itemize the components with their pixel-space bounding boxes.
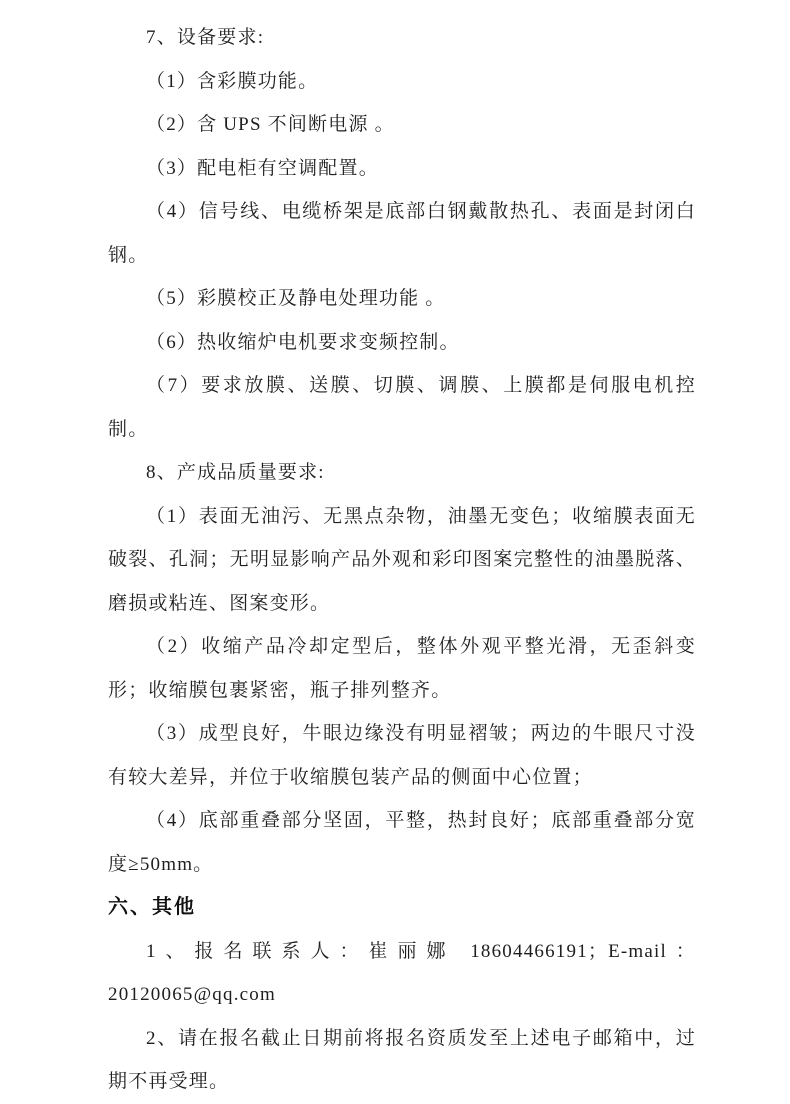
section-heading-others: 六、其他	[108, 896, 196, 918]
registration-deadline-line: 2、请在报名截止日期前将报名资质发至上述电子邮箱中，过期不再受理。	[108, 1027, 696, 1092]
registration-contact-line: 1、报名联系人：崔丽娜 18604466191；E-mail：20120065@qq.com	[108, 940, 696, 1005]
equipment-req-item-3: （3）配电柜有空调配置。	[146, 157, 379, 179]
equipment-req-item-5: （5）彩膜校正及静电处理功能 。	[146, 288, 446, 309]
product-quality-requirements-title: 8、产成品质量要求:	[146, 462, 325, 483]
equipment-req-item-2: （2）含 UPS 不间断电源 。	[146, 114, 395, 135]
equipment-req-item-7: （7）要求放膜、送膜、切膜、调膜、上膜都是伺服电机控制。	[108, 375, 696, 440]
equipment-req-item-1: （1）含彩膜功能。	[146, 70, 319, 92]
equipment-req-item-6: （6）热收缩炉电机要求变频控制。	[146, 331, 460, 353]
equipment-requirements-title: 7、设备要求:	[146, 27, 265, 48]
quality-req-item-4: （4）底部重叠部分坚固，平整，热封良好；底部重叠部分宽度≥50mm。	[108, 810, 696, 875]
quality-req-item-1: （1）表面无油污、无黑点杂物，油墨无变色；收缩膜表面无破裂、孔洞；无明显影响产品外观和彩印图案完整性的油墨脱落、磨损或粘连、图案变形。	[108, 505, 696, 614]
quality-req-item-2: （2）收缩产品冷却定型后，整体外观平整光滑，无歪斜变形；收缩膜包裹紧密，瓶子排列整齐。	[108, 636, 696, 701]
quality-req-item-3: （3）成型良好，牛眼边缘没有明显褶皱；两边的牛眼尺寸没有较大差异，并位于收缩膜包装产品的侧面中心位置；	[108, 723, 696, 788]
equipment-req-item-4: （4）信号线、电缆桥架是底部白钢戴散热孔、表面是封闭白钢。	[108, 201, 696, 266]
